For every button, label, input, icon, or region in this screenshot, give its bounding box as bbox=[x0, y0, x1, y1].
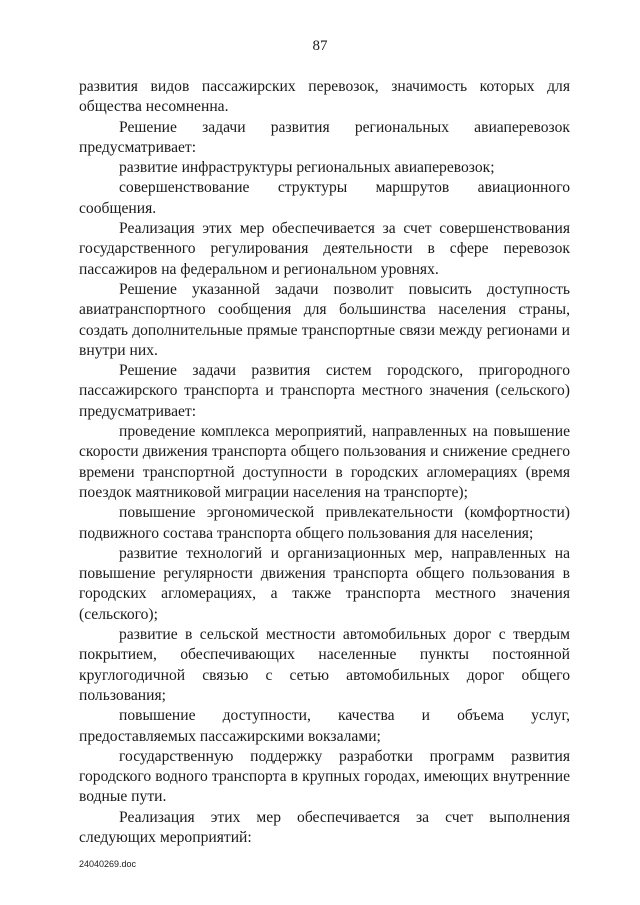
paragraph: Реализация этих мер обеспечивается за счет совершенствования государственного регулирования деятельности в сфере перевозок пассажиров на федеральном и региональном уровнях. bbox=[79, 220, 570, 278]
paragraph: Решение задачи развития систем городского, пригородного пассажирского транспорта и транспорта местного значения (сельского) предусматривает: bbox=[79, 362, 570, 420]
paragraph: развитие инфраструктуры региональных авиаперевозок; bbox=[119, 159, 495, 177]
paragraph: развитие технологий и организационных мер, направленных на повышение регулярности движения транспорта общего пользования в городских агломерациях, а также транспорта местного значения (сельского); bbox=[79, 544, 570, 623]
paragraph: Решение указанной задачи позволит повысить доступность авиатранспортного сообщения для большинства населения страны, создать дополнительные прямые транспортные связи между регионами и внутри них. bbox=[79, 280, 570, 359]
page-number: 87 bbox=[312, 38, 328, 54]
paragraph: повышение доступности, качества и объема услуг, предоставляемых пассажирскими вокзалами; bbox=[79, 707, 570, 745]
document-body bbox=[79, 77, 570, 848]
paragraph: Решение задачи развития региональных авиаперевозок предусматривает: bbox=[79, 118, 570, 156]
footer-filename: 24040269.doc bbox=[79, 859, 137, 869]
paragraph: Реализация этих мер обеспечивается за счет выполнения следующих мероприятий: bbox=[79, 808, 570, 846]
paragraph: государственную поддержку разработки программ развития городского водного транспорта в крупных городах, имеющих внутренние водные пути. bbox=[79, 747, 570, 806]
paragraph: проведение комплекса мероприятий, направленных на повышение скорости движения транспорта общего пользования и снижение среднего времени транспортной доступности в городских агломерациях (время поездок маятниковой миграции населения на транспорте); bbox=[79, 423, 570, 501]
paragraph: развитие в сельской местности автомобильных дорог с твердым покрытием, обеспечивающих населенные пункты постоянной круглогодичной связью с сетью автомобильных дорог общего пользования; bbox=[79, 626, 570, 704]
paragraph: повышение эргономической привлекательности (комфортности) подвижного состава транспорта общего пользования для населения; bbox=[79, 504, 570, 542]
paragraph: совершенствование структуры маршрутов авиационного сообщения. bbox=[79, 179, 570, 217]
paragraph: развития видов пассажирских перевозок, значимость которых для общества несомненна. bbox=[79, 78, 570, 116]
